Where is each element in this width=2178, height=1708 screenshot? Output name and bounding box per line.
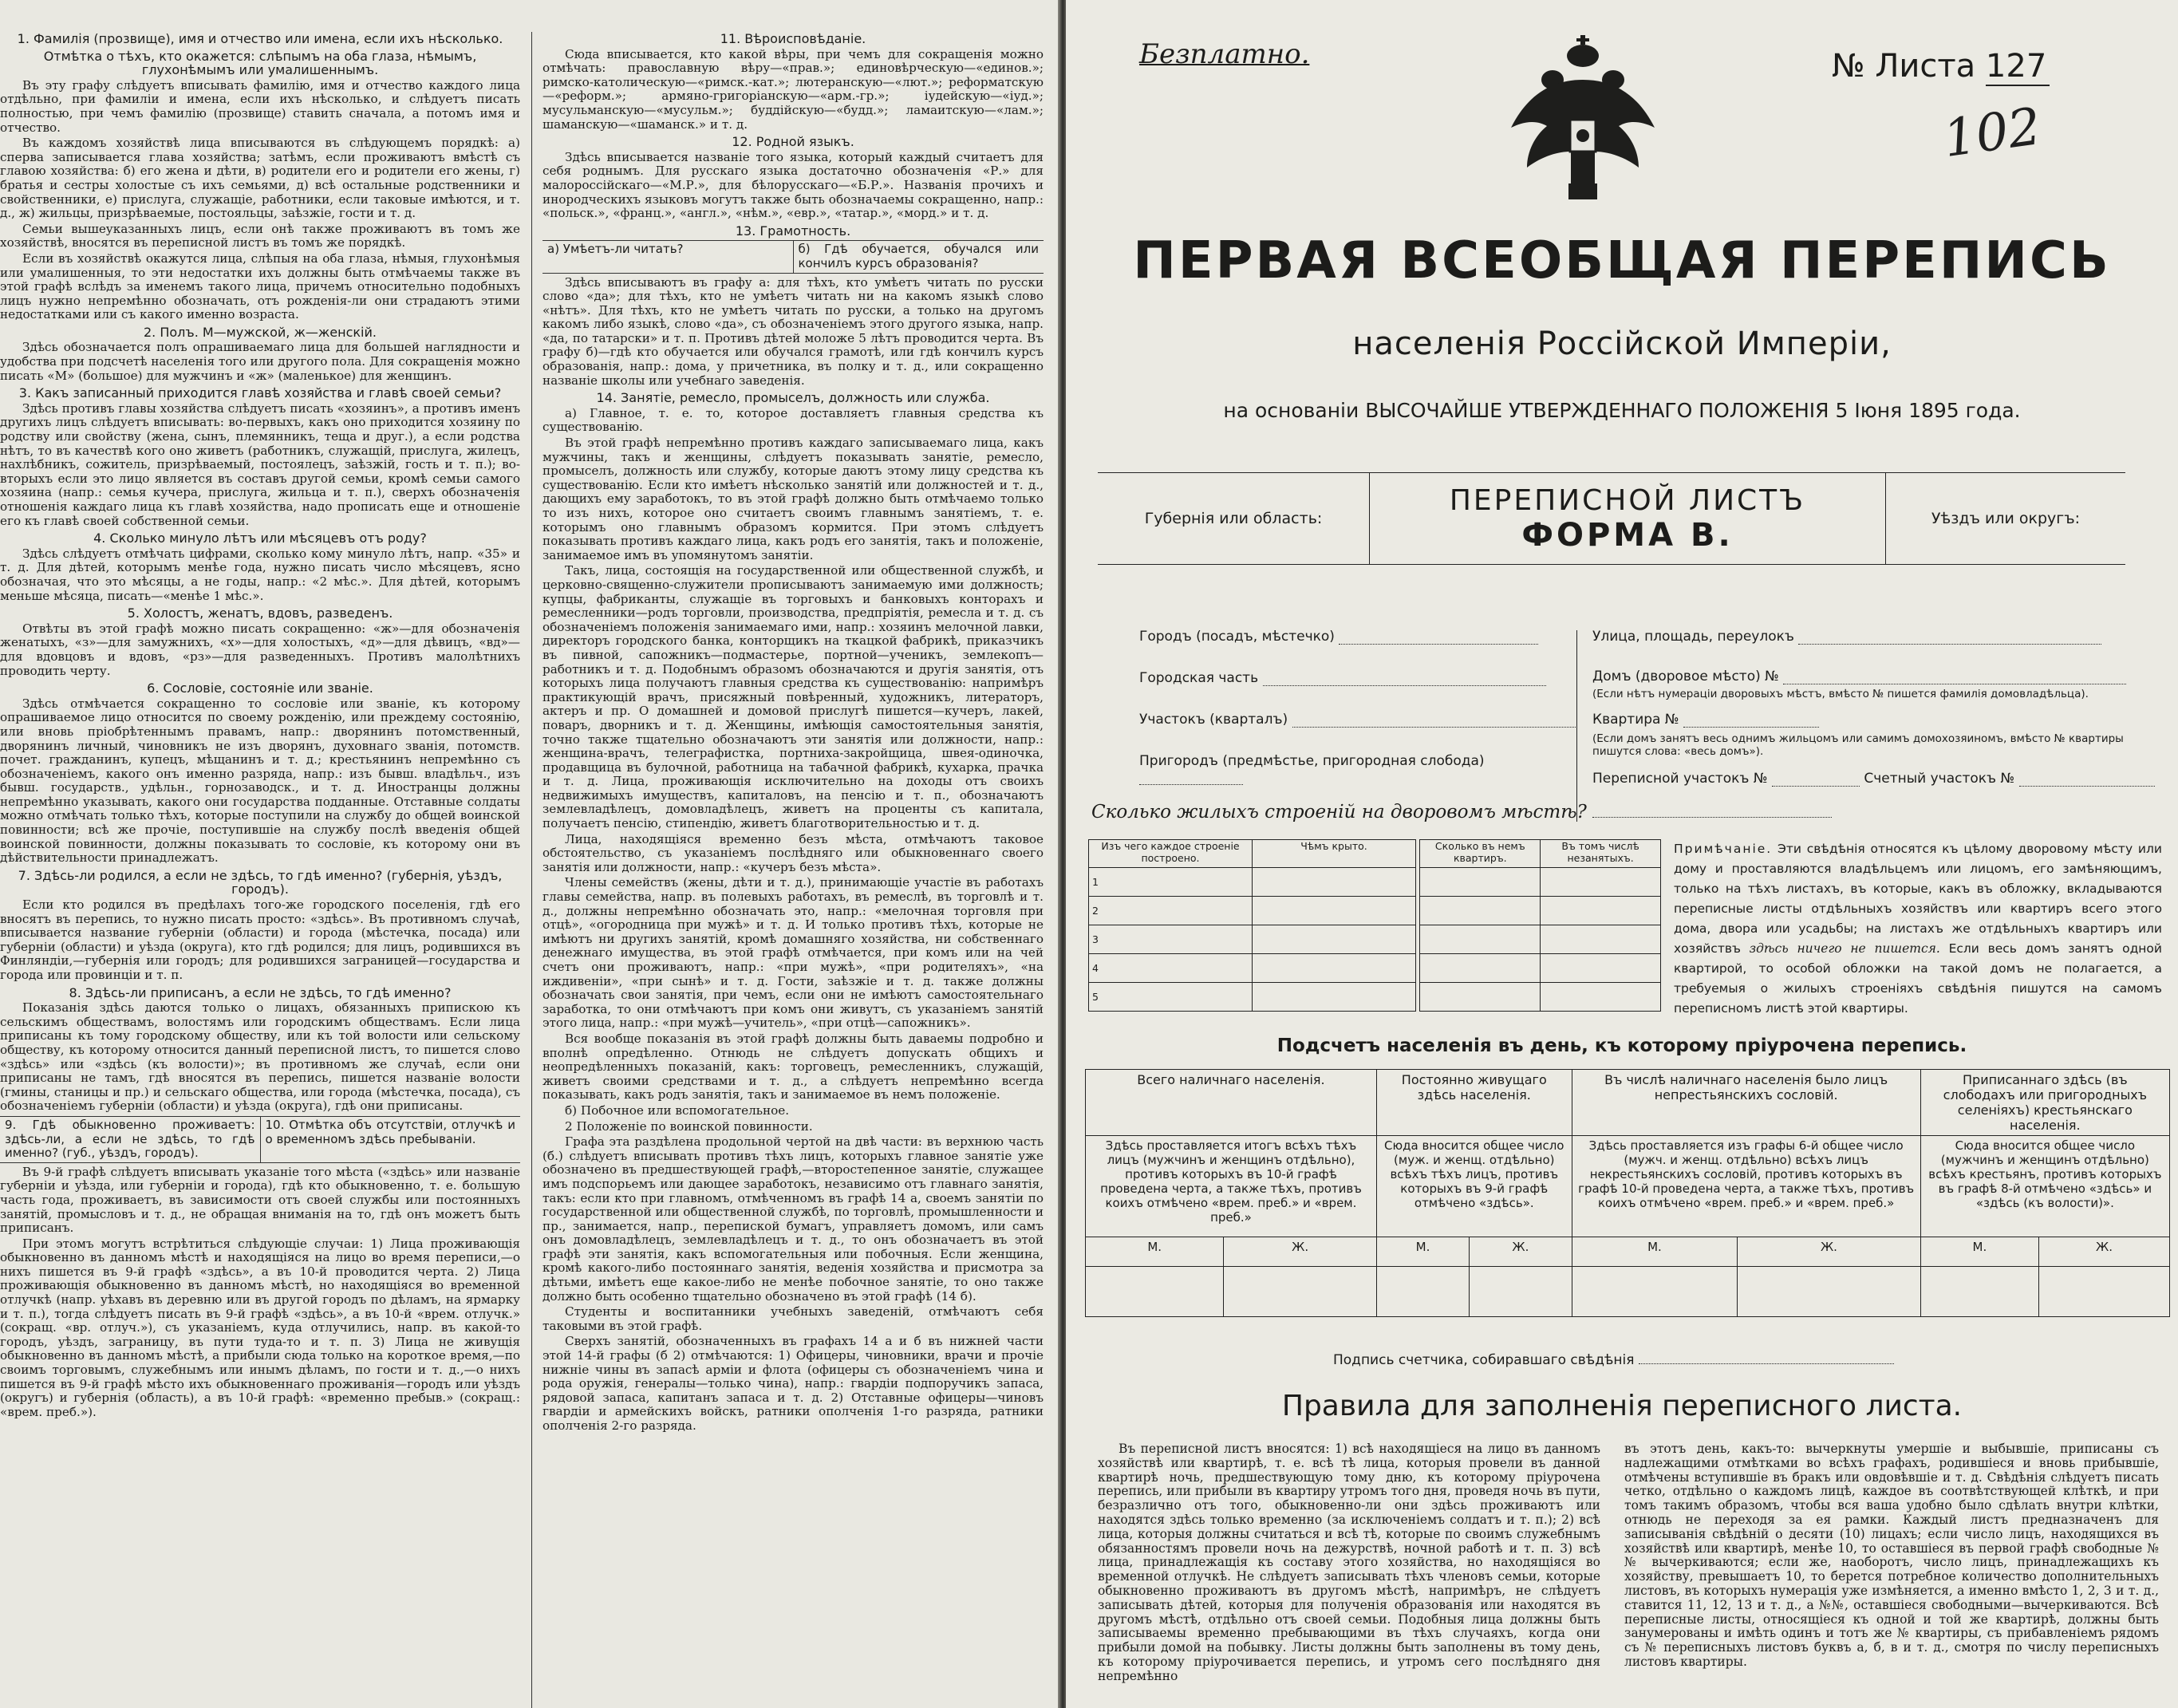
buildings-cell[interactable]: [1420, 897, 1541, 925]
legal-basis: на основаніи ВЫСОЧАЙШЕ УТВЕРЖДЕННАГО ПОЛОЖЕНІЯ 5 Іюня 1895 года.: [1223, 399, 2021, 422]
paragraph: Здѣсь противъ главы хозяйства слѣдуетъ писать «хозяинъ», а противъ именъ другихъ лицъ слѣдуетъ вписывать: во-первыхъ, какъ оно приходится хозяину по родству или свойству (жена, сынъ, племянникъ, теща и друг.), а если родства нѣтъ, то въ качествѣ кого оно живетъ (работникъ, служащій, прислуга, жилецъ, нахлѣбникъ, сожитель, призрѣваемый, постоялецъ, заѣзжій, гость и т. п.); во-вторыхъ если это лицо является въ составъ другой семьи, кромѣ семьи самого хозяина (напр.: семья кучера, прислуга, жильца и т. п.), сверхъ обозначенія отношенія каждаго лица къ главѣ хозяйства, надо прописать еще и отношеніе его къ главѣ своей собственной семьи.: [0, 400, 520, 528]
paragraph: Такъ, лица, состоящія на государственной или общественной службѣ, и церковно-священно-служители прописываютъ занимаемую ими должность; купцы, фабриканты, служащіе въ торговыхъ и банковыхъ конторахъ и ремесленники—родъ торговли, производства, предпріятія, ремесла и т. д. съ обозначеніемъ положенія занимаемаго ими, напр.: хозяинъ мелочной лавки, директоръ городского банка, конторщикъ на ткацкой фабрикѣ, приказчикъ въ пивной, сапожникъ—подмастерье, портной—ученикъ, землекопъ—работникъ и т. д. Подобнымъ образомъ обозначаются и другія занятія, отъ которыхъ лица получаютъ главныя средства къ существованію: напримѣръ практикующій врачъ, присяжный повѣренный, художникъ, литераторъ, актеръ и пр. О домашней и домовой прислугѣ пишется—кучеръ, лакей, поваръ, дворникъ и т. д. Женщины, имѣющія самостоятельныя занятія, точно также тщательно обозначаютъ эти занятія или должности, напр.: женщина-врачъ, телеграфистка, портниха-закройщица, швея-одиночка, продавщица въ булочной, работница на табачной фабрикѣ, кухарка, прачка и т. д. Лица, проживающія исключительно на доходы отъ своихъ недвижимыхъ имуществъ, капиталовъ, на пенсію и т. п., обозначаютъ землевладѣлецъ, домовладѣлецъ, живетъ на проценты съ капитала, получаетъ пенсію, стипендію, живетъ благотворительностью и т. д.: [543, 563, 1044, 831]
document-title: ПЕРВАЯ ВСЕОБЩАЯ ПЕРЕПИСЬ: [1133, 231, 2111, 290]
buildings-row-number: 2: [1089, 897, 1253, 925]
form-letter: ФОРМА В.: [1521, 516, 1734, 554]
left-column-a: [0, 29, 520, 1708]
section-header-part: а) Умѣетъ-ли читать?: [547, 242, 684, 257]
buildings-cell[interactable]: [1541, 925, 1661, 954]
city-field: Городъ (посадъ, мѣстечко): [1139, 629, 1538, 645]
buildings-row-number: 5: [1089, 983, 1253, 1012]
form-header-box: [1098, 472, 2125, 565]
paragraph: Здѣсь вписываютъ въ графу а: для тѣхъ, кто умѣетъ читать по русски слово «да»; для тѣхъ, кто не умѣетъ читать ни на какомъ языкѣ слово «нѣтъ». Для тѣхъ, кто не умѣетъ читать по русски, а только на другомъ какомъ либо языкѣ, слово «да», съ обозначеніемъ этого другого языка, напр. «да, по татарски» и т. п. Противъ дѣтей моложе 5 лѣтъ проводится черта. Въ графу б)—гдѣ кто обучается или обучался грамотѣ, или гдѣ кончилъ курсъ образованія, напр.: дома, у причетника, въ полку и т. д., или сокращенно названіе школы или учебнаго заведенія.: [543, 274, 1044, 388]
section-heading: 4. Сколько минуло лѣтъ или мѣсяцевъ отъ роду?: [93, 531, 427, 546]
count-entry-cell[interactable]: [1470, 1267, 1572, 1317]
female-label: Ж.: [1224, 1237, 1377, 1267]
paragraph: а) Главное, т. е. то, которое доставляетъ главныя средства къ существованію.: [543, 405, 1044, 435]
paragraph: Лица, находящіяся временно безъ мѣста, отмѣчаютъ таковое обстоятельство, съ указаніемъ послѣдняго или обыкновеннаго своего занятія или должности, напр.: «кучеръ безъ мѣста».: [543, 831, 1044, 874]
paragraph: Въ каждомъ хозяйствѣ лица вписываются въ слѣдующемъ порядкѣ: а) сперва записывается глава хозяйства; затѣмъ, если проживаютъ вмѣстѣ съ главою хозяйства: б) его жена и дѣти, в) родители его и родители его жены, г) братья и сестры холостые съ ихъ семьями, д) всѣ остальные родственники и свойственники, е) прислуга, служащіе, работники, если таковые имѣются, и т. д., ж) жильцы, призрѣваемые, постояльцы, заѣзжіе, гости и т. д.: [0, 136, 520, 221]
paragraph: Если кто родился въ предѣлахъ того-же городского поселенія, гдѣ его вносятъ въ перепись, то нужно писать просто: «здѣсь». Въ противномъ случаѣ, вписывается название губерніи (области) и города (мѣстечка, посада) или губерніи (области) и уѣзда (округа), кто гдѣ родился; для лицъ, родившихся въ Финляндіи,—губернія или городъ; для родившихся заграницей—государства и города или провинціи и т. п.: [0, 897, 520, 982]
handwritten-number: 102: [1939, 97, 2045, 170]
section-heading: 14. Занятіе, ремесло, промыселъ, должность или служба.: [596, 390, 990, 406]
apartment-note: (Если домъ занятъ весь однимъ жильцомъ или самимъ домохозяиномъ, вмѣсто № квартиры пишутся слова: «весь домъ»).: [1592, 732, 2124, 758]
buildings-question: Сколько жилыхъ строеній на дворовомъ мѣстѣ?: [1091, 802, 1832, 822]
section-heading: 8. Здѣсь-ли приписанъ, а если не здѣсь, то гдѣ именно?: [69, 984, 452, 1000]
female-label: Ж.: [2039, 1237, 2170, 1267]
free-label: Безплатно.: [1139, 38, 1310, 70]
section-heading: 13. Грамотность.: [735, 223, 851, 239]
buildings-cell[interactable]: [1253, 868, 1416, 897]
buildings-row: [1089, 868, 1661, 897]
count-column-instruction: Сюда вносится общее число (муж. и женщ. отдѣльно) всѣхъ тѣхъ лицъ, противъ которыхъ въ 9-й графѣ отмѣчено «здѣсь».: [1376, 1136, 1572, 1237]
column-divider: [531, 32, 532, 1708]
count-column-header: Приписаннаго здѣсь (въ слободахъ или пригородныхъ селеніяхъ) крестьянскаго населенія.: [1920, 1070, 2169, 1136]
section-heading: 2. Полъ. М—мужской, ж—женскій.: [144, 324, 377, 340]
section-heading: 12. Родной языкъ.: [732, 134, 854, 150]
counter-signature: Подпись счетчика, собиравшаго свѣдѣнія: [1333, 1352, 1894, 1368]
buildings-col-vacant: Въ томъ числѣ незанятыхъ.: [1541, 840, 1661, 868]
buildings-row: [1089, 983, 1661, 1012]
street-field: Улица, площадь, переулокъ: [1592, 629, 2101, 645]
buildings-row: [1089, 954, 1661, 983]
buildings-cell[interactable]: [1541, 897, 1661, 925]
count-column-header: Въ числѣ наличнаго населенія было лицъ непрестьянскихъ сословій.: [1572, 1070, 1920, 1136]
buildings-row: [1089, 925, 1661, 954]
left-column-b: [543, 29, 1044, 1708]
address-divider: [1576, 630, 1577, 822]
section-heading: 7. Здѣсь-ли родился, а если не здѣсь, то гдѣ именно? (губернія, уѣздъ, городъ).: [18, 867, 503, 897]
buildings-col-roof: Чѣмъ крыто.: [1253, 840, 1416, 868]
paragraph: Въ эту графу слѣдуетъ вписывать фамилію, имя и отчество каждого лица отдѣльно, при фамиліи и имена, если ихъ нѣсколько, и слѣдуетъ писать полностью, при чемъ фамилію (прозвище) ставить сначала, а потомъ имя и отчество.: [0, 77, 520, 135]
buildings-cell[interactable]: [1253, 925, 1416, 954]
paragraph: Здѣсь вписывается названіе того языка, который каждый считаетъ для себя роднымъ. Для русскаго языка достаточно обозначенія «Р.» для малороссійскаго—«М.Р.», для бѣлорусскаго—«Б.Р.». Названія прочихъ и инородческихъ языковъ могутъ также быть обозначаемы сокращенно, напр.: «польск.», «франц.», «англ.», «нѣм.», «евр.», «татар.», «морд.» и т. д.: [543, 149, 1044, 221]
buildings-row-number: 4: [1089, 954, 1253, 983]
paragraph: 2 Положеніе по воинской повинности.: [565, 1118, 813, 1134]
count-column-header: Всего наличнаго населенія.: [1086, 1070, 1377, 1136]
buildings-cell[interactable]: [1420, 983, 1541, 1012]
section-header-part: 10. Отмѣтка объ отсутствіи, отлучкѣ и о временномъ здѣсь пребываніи.: [260, 1117, 521, 1162]
buildings-cell[interactable]: [1420, 954, 1541, 983]
paragraph: Здѣсь обозначается полъ опрашиваемаго лица для большей наглядности и удобства при подсчетѣ населенія того или другого пола. Для сокращенія можно писать «М» (большое) для мужчинъ и «ж» (маленькое) для женщинъ.: [0, 340, 520, 383]
buildings-cell[interactable]: [1253, 983, 1416, 1012]
section-heading: 5. Холостъ, женатъ, вдовъ, разведенъ.: [127, 605, 393, 621]
male-label: М.: [1572, 1237, 1738, 1267]
paragraph: Вся вообще показанія въ этой графѣ должны быть даваемы подробно и вполнѣ опредѣленно. Отнюдь не слѣдуетъ допускать общихъ и неопредѣленныхъ показаній, какъ: торговецъ, ремесленникъ, служащій, живетъ своими средствами и т. д., а слѣдуетъ непремѣнно всегда показывать, какъ родъ занятія, такъ и занимаемое въ немъ положеніе.: [543, 1031, 1044, 1103]
section-heading: 1. Фамилія (прозвище), имя и отчество или имена, если ихъ нѣсколько.: [17, 31, 503, 46]
rules-column-a: Въ переписной листъ вносятся: 1) всѣ находящіеся на лицо въ данномъ хозяйствѣ или квартирѣ, т. е. всѣ тѣ лица, которыя провели въ данной квартирѣ ночь, предшествующую тому дню, къ которому пріурочена перепись, или прибыли въ квартиру утромъ того дня, проведя ночь въ пути, безразлично отъ того, обыкновенно-ли они здѣсь проживаютъ или находятся здѣсь только временно (за исключеніемъ солдатъ и т. п.); 2) всѣ лица, которыя должны считаться и всѣ тѣ, которые по своимъ служебнымъ обязанностямъ провели ночь на дежурствѣ, ночной работѣ и т. п. 3) всѣ лица, принадлежащія къ составу этого хозяйства, но находящіяся во временной отлучкѣ. Не слѣдуетъ записывать тѣхъ членовъ семьи, которые обыкновенно проживаютъ въ другомъ мѣстѣ, напримѣръ, не слѣдуетъ записывать дѣтей, которыя для полученія образованія или находятся въ другомъ мѣстѣ, отдѣльно отъ своей семьи. Подобныя лица должны быть записываемы временно пребывающими въ тѣхъ случаяхъ, когда они прибыли домой на побывку. Листы должны быть заполнены въ тому день, къ которому пріурочивается перепись, и утромъ сего послѣдняго дня непремѣнно: [1098, 1442, 1600, 1683]
paragraph: Отвѣты въ этой графѣ можно писать сокращенно: «ж»—для обозначенія женатыхъ, «з»—для замужнихъ, «х»—для холостыхъ, «д»—для дѣвицъ, «вд»—для вдовцовъ и вдовъ, «рз»—для разведенныхъ. Противъ малолѣтнихъ проводить черту.: [0, 621, 520, 678]
suburb-field: Пригородъ (предмѣстье, пригородная слобода): [1139, 753, 1554, 785]
male-label: М.: [1920, 1237, 2038, 1267]
buildings-col-apartments: Сколько въ немъ квартиръ.: [1420, 840, 1541, 868]
paragraph: Въ этой графѣ непремѣнно противъ каждаго записываемаго лица, какъ мужчины, такъ и женщины, слѣдуетъ показывать занятіе, ремесло, промыселъ, должность или службу, которые даютъ этому лицу средства къ существованію. Если кто имѣетъ нѣсколько занятій или должностей и т. д., дающихъ ему заработокъ, то въ этой графѣ должно быть отмѣчаемо только то изъ нихъ, которое оно считаетъ своимъ главнымъ занятіемъ, т. е. которымъ оно главнымъ образомъ кормится. При этомъ слѣдуетъ показывать противъ каждаго лица, какъ родъ его занятія, такъ и положеніе, занимаемое имъ въ упомянутомъ занятіи.: [543, 436, 1044, 562]
house-note: (Если нѣтъ нумераціи дворовыхъ мѣстъ, вмѣсто № пишется фамилія домовладѣльца).: [1592, 688, 2089, 700]
paragraph: Графа эта раздѣлена продольной чертой на двѣ части: въ верхнюю часть (б.) слѣдуетъ вписывать противъ тѣхъ лицъ, которыхъ главное занятіе уже обозначено въ предшествующей графѣ,—второстепенное занятіе, служащее имъ подспорьемъ или дающее заработокъ, независимо отъ главнаго занятія, такъ: если кто при главномъ, отмѣченномъ въ графѣ 14 а, своемъ занятіи по государственной или общественной службѣ, по торговлѣ, промышленности и пр., занимается, напр., перепиской бумагъ, управляетъ домомъ, или самъ онъ домовладѣлецъ, землевладѣлецъ и т. д., то онъ обозначаетъ въ этой графѣ эти занятія, какъ вспомогательныя или побочныя. Если женщина, кромѣ какого-либо постояннаго занятія, веденія хозяйства и присмотра за дѣтьми, имѣетъ еще какое-либо не менѣе побочное занятіе, то оно также должно быть особенно тщательно обозначено въ этой графѣ (14 б).: [543, 1134, 1044, 1304]
buildings-col-material: Изъ чего каждое строеніе построено.: [1089, 840, 1253, 868]
paragraph: Здѣсь слѣдуетъ отмѣчать цифрами, сколько кому минуло лѣтъ, напр. «35» и т. д. Для дѣтей, которымъ менѣе года, нужно писать число мѣсяцевъ, ясно обозначая, что это мѣсяцы, а не годы, напр.: «2 мѣс.». Для дѣтей, которымъ меньше мѣсяца, писать—«менѣе 1 мѣс.».: [0, 546, 520, 603]
precinct-field: Участокъ (кварталъ): [1139, 712, 1576, 728]
population-count-title: Подсчетъ населенія въ день, къ которому пріурочена перепись.: [1276, 1035, 1967, 1056]
form-type: [1369, 473, 1886, 564]
buildings-table: [1088, 839, 1661, 1012]
house-field: Домъ (дворовое мѣсто) №: [1592, 669, 2126, 684]
paragraph: Сверхъ занятій, обозначенныхъ въ графахъ 14 а и б въ нижней части этой 14-й графы (б 2) отмѣчаются: 1) Офицеры, чиновники, врачи и прочіе нижніе чины въ запасѣ арміи и флота (офицеры съ обозначеніемъ чина и рода оружія, генералы—только чина), напр.: гвардіи подпоручикъ запаса, рядовой запаса, капитанъ запаса и т. д. 2) Отставные офицеры—чиновъ гвардіи и армейскихъ войскъ, ратники ополченія 1-го разряда, ратники ополченія 2-го разряда.: [543, 1334, 1044, 1433]
paragraph: Семьи вышеуказанныхъ лицъ, если онѣ также проживаютъ въ томъ же хозяйствѣ, вносятся въ переписной листъ въ томъ же порядкѣ.: [0, 221, 520, 250]
section-header-split: [543, 240, 1044, 273]
buildings-cell[interactable]: [1253, 954, 1416, 983]
count-entry-cell[interactable]: [1376, 1267, 1469, 1317]
paragraph: Сюда вписывается, кто какой вѣры, при чемъ для сокращенія можно отмѣчать: православную вѣру—«прав.»; единовѣрческую—«единов.»; римско-католическую—«римск.-кат.»; лютеранскую—«лют.»; реформатскую—«реформ.»; армяно-григоріанскую—«арм.-гр.»; іудейскую—«іуд.»; мусульманскую—«мусульм.»; буддійскую—«будд.»; ламаитскую—«лам.»; шаманскую—«шаманск.» и т. д.: [543, 46, 1044, 132]
male-label: М.: [1376, 1237, 1469, 1267]
sheet-number: № Листа 127: [1832, 48, 2050, 86]
count-entry-cell[interactable]: [1738, 1267, 1920, 1317]
section-header-part: 9. Гдѣ обыкновенно проживаетъ: здѣсь-ли, а если не здѣсь, то гдѣ именно? (губ., уѣздъ, городъ).: [5, 1117, 255, 1161]
census-area-field: Переписной участокъ № Счетный участокъ №: [1592, 771, 2155, 787]
paragraph: При этомъ могутъ встрѣтиться слѣдующіе случаи: 1) Лица проживающія обыкновенно въ данномъ мѣстѣ и находящіяся на лицо во время переписи,—о нихъ пишется въ 9-й графѣ «здѣсь», а въ 10-й проводится черта. 2) Лица проживающія обыкновенно въ данномъ мѣстѣ, но находящіяся во временной отлучкѣ (напр. уѣхавъ въ деревню или въ другой городъ по дѣламъ, на ярмарку и т. п.), тогда слѣдуетъ писать въ 9-й графѣ «здѣсь», а въ 10-й «врем. отлучк.» (сокращ. «вр. отлуч.»), съ указаніемъ, куда отлучились, напр. въ какой-то городъ, уѣздъ, заграницу, въ пути туда-то и т. п. 3) Лица не живущія обыкновенно въ данномъ мѣстѣ, а прибыли сюда только на короткое время,—по своимъ торговымъ, служебнымъ или инымъ дѣламъ, по гости и т. д.,—о нихъ пишется въ 9-й графѣ мѣсто ихъ обыкновеннаго проживанія—городъ или уѣздъ (округъ) и губернія (область), а въ 10-й графѣ: «временно пребыв.» (сокращ.: «врем. преб.»).: [0, 1236, 520, 1419]
female-label: Ж.: [1738, 1237, 1920, 1267]
buildings-cell[interactable]: [1541, 983, 1661, 1012]
section-header-part: б) Гдѣ обучается, обучался или кончилъ курсъ образованія?: [793, 241, 1044, 272]
count-entry-cell[interactable]: [1920, 1267, 2038, 1317]
buildings-cell[interactable]: [1420, 925, 1541, 954]
document-subtitle: населенія Россійской Имперіи,: [1352, 325, 1892, 362]
count-column-instruction: Сюда вносится общее число (мужчинъ и женщинъ отдѣльно) всѣхъ крестьянъ, противъ которыхъ въ графѣ 8-й отмѣчено «здѣсь» и «здѣсь (къ волости)».: [1920, 1136, 2169, 1237]
left-page: [0, 0, 1059, 1708]
buildings-note: Примѣчаніе. Эти свѣдѣнія относятся къ цѣлому дворовому мѣсту или дому и проставляются владѣльцемъ или лицомъ, его замѣняющимъ, только на тѣхъ листахъ, въ которые, какъ въ обложку, вкладываются переписные листы отдѣльныхъ хозяйствъ или квартиръ всего этого дома, двора или усадьбы; на листахъ же отдѣльныхъ квартиръ или хозяйствъ здѣсь ничего не пишется. Если весь домъ занятъ одной квартирой, то особой обложки на такой домъ не полагается, а требуемыя о жилыхъ строеніяхъ свѣдѣнія пишутся на самомъ переписномъ листѣ этой квартиры.: [1674, 842, 2162, 1016]
count-column-instruction: Здѣсь проставляется изъ графы 6-й общее число (мужч. и женщ. отдѣльно) всѣхъ лицъ некрестьянскихъ сословій, противъ которыхъ въ графѣ 10-й проведена черта, а также тѣхъ, противъ коихъ отмѣчено «врем. преб.» и «врем. преб.»: [1572, 1136, 1920, 1237]
buildings-row-number: 3: [1089, 925, 1253, 954]
rules-column-b: въ этотъ день, какъ-то: вычеркнуты умершіе и выбывшіе, приписаны съ надлежащими отмѣтками во всѣхъ графахъ, родившіеся и вновь прибывшіе, отмѣчены вступившіе въ бракъ или овдовѣвшіе и т. д. Свѣдѣнія слѣдуетъ писать четко, отдѣльно о каждомъ лицѣ, каждое въ соотвѣтствующей клѣткѣ, и при томъ такимъ образомъ, чтобы вся ваша удобно было сдѣлать внутри клѣтки, отнюдь не переходя за ея рамки. Каждый листъ предназначенъ для записыванія свѣдѣній о десяти (10) лицахъ; если число лицъ, находящихся въ хозяйствѣ или квартирѣ, менѣе 10, то оставшіеся въ первой графѣ свободные №№ вычеркиваются; если же, наоборотъ, число лицъ, принадлежащихъ къ хозяйству, превышаетъ 10, то берется потребное количество дополнительныхъ листовъ, въ которыхъ нумерація уже измѣняется, а именно вмѣсто 1, 2, 3 и т. д., ставится 11, 12, 13 и т. д., а №№, оставшіеся свободными—вычеркиваются. Всѣ переписные листы, относящіеся къ одной и той же квартирѣ, должны быть занумерованы и имѣть одинъ и тотъ же № квартиры, съ прибавленіемъ рядомъ съ № переписныхъ листовъ буквъ а, б, в и т. д., смотря по числу переписныхъ листовъ квартиры.: [1624, 1442, 2159, 1669]
right-page: [1066, 0, 2178, 1708]
paragraph: Члены семействъ (жены, дѣти и т. д.), принимающіе участіе въ работахъ главы семейства, напр. въ полевыхъ работахъ, въ ремеслѣ, въ торговлѣ и т. д., должны непремѣнно обозначать это, напр.: «мелочная торговля при отцѣ», «огородница при мужѣ» и т. д. И только противъ тѣхъ, которые не имѣютъ ни другихъ занятій, кромѣ домашняго хозяйства, ни собственнаго денежнаго имущества, въ этой графѣ отмѣчается, при комъ или на чей счетъ они проживаютъ, напр.: «при мужѣ», «при родителяхъ», «на иждивеніи», «при сынѣ» и т. д. Гости, заѣзжіе и т. д. также должны обозначать свои занятія, при чемъ, если они не имѣютъ самостоятельнаго заработка, то они отмѣчаютъ при комъ они живутъ, съ указаніемъ занятій этого лица, напр.: «при мужѣ—учитель», «при отцѣ—сапожникъ».: [543, 875, 1044, 1031]
paragraph: Показанія здѣсь даются только о лицахъ, обязанныхъ припискою къ сельскимъ обществамъ, волостямъ или городскимъ обществамъ. Если лица приписаны къ тому городскому обществу, или къ той волости или сельскому обществу, къ которому относится данный переписной листъ, то пишется слово «здѣсь» или «здѣсь (къ волости)»; въ противномъ же случаѣ, если они приписаны не тамъ, гдѣ вносятся въ перепись, пишется названіе волости (гмины, станицы и пр.) и сельскаго общества, или города (мѣстечка, посада), съ обозначеніемъ губерніи (области) и уѣзда (округа), гдѣ они приписаны.: [0, 1000, 520, 1114]
buildings-cell[interactable]: [1420, 868, 1541, 897]
count-column-header: Постоянно живущаго здѣсь населенія.: [1376, 1070, 1572, 1136]
section-heading: 6. Сословіе, состояніе или званіе.: [147, 680, 373, 696]
paragraph: Въ 9-й графѣ слѣдуетъ вписывать указаніе того мѣста («здѣсь» или названіе губерніи и уѣзда, или губерніи и города), гдѣ кто обыкновенно, т. е. большую часть года, проживаетъ, въ зависимости отъ своей службы или постоянныхъ занятій, промысловъ и т. д., не обращая вниманія на то, гдѣ онъ можетъ быть приписанъ.: [0, 1164, 520, 1236]
buildings-row: [1089, 897, 1661, 925]
province-field: Губернія или область:: [1144, 510, 1323, 527]
imperial-eagle-emblem: [1503, 32, 1663, 207]
count-column-instruction: Здѣсь проставляется итогъ всѣхъ тѣхъ лицъ (мужчинъ и женщинъ отдѣльно), противъ которыхъ въ 10-й графѣ проведена черта, а также тѣхъ, противъ коихъ отмѣчено «врем. преб.» и «врем. преб.»: [1086, 1136, 1377, 1237]
buildings-cell[interactable]: [1541, 954, 1661, 983]
count-entry-cell[interactable]: [1224, 1267, 1377, 1317]
buildings-cell[interactable]: [1253, 897, 1416, 925]
paragraph: б) Побочное или вспомогательное.: [565, 1103, 790, 1118]
rules-title: Правила для заполненія переписного листа.: [1281, 1390, 1963, 1422]
district-field: Уѣздъ или округъ:: [1931, 510, 2081, 527]
female-label: Ж.: [1470, 1237, 1572, 1267]
city-part-field: Городская часть: [1139, 670, 1546, 686]
apartment-field: Квартира №: [1592, 712, 1819, 728]
count-entry-cell[interactable]: [2039, 1267, 2170, 1317]
paragraph: Если въ хозяйствѣ окажутся лица, слѣпыя на оба глаза, нѣмыя, глухонѣмыя или умалишенныя, то эти недостатки ихъ должны быть отмѣчаемы также въ этой графѣ вслѣдъ за именемъ такого лица, причемъ относительно подобныхъ лицъ нужно непремѣнно обозначать, отъ рожденія-ли они страдаютъ этими недостатками или съ какого именно возраста.: [0, 250, 520, 322]
count-entry-cell[interactable]: [1086, 1267, 1224, 1317]
section-header-split: [0, 1116, 520, 1163]
buildings-row-number: 1: [1089, 868, 1253, 897]
population-count-table: [1085, 1069, 2170, 1317]
section-heading: Отмѣтка о тѣхъ, кто окажется: слѣпымъ на оба глаза, нѣмымъ, глухонѣмымъ или умалишеннымъ.: [43, 48, 477, 78]
form-title: ПЕРЕПИСНОЙ ЛИСТЪ: [1449, 483, 1806, 517]
count-entry-cell[interactable]: [1572, 1267, 1738, 1317]
section-heading: 11. Вѣроисповѣданіе.: [720, 31, 866, 46]
sheet-number-stamp: 127: [1986, 48, 2050, 86]
paragraph: Студенты и воспитанники учебныхъ заведеній, отмѣчаютъ себя таковыми въ этой графѣ.: [543, 1304, 1044, 1333]
male-label: М.: [1086, 1237, 1224, 1267]
buildings-cell[interactable]: [1541, 868, 1661, 897]
paragraph: Здѣсь отмѣчается сокращенно то сословіе или званіе, къ которому опрашиваемое лицо относится по своему рожденію, или преждему состоянію, или вновь пріобрѣтеннымъ правамъ, напр.: дворянинъ потомственный, дворянинъ личный, чиновникъ не изъ дворянъ, духовнаго званія, потомств. почет. гражданинъ, купецъ, мѣщанинъ и т. д.; крестьянинъ непремѣнно съ обозначеніемъ, какого онъ именно разряда, напр.: изъ бывш. владѣльч., изъ бывш. государств., удѣльн., горнозаводск., и т. д. Иностранцы должны непремѣнно указывать, какого они государства подданные. Отставные солдаты можно отмѣчать только тѣхъ, которые поступили на службу до общей воинской повинности; всѣ же прочіе, поступившіе на службу послѣ введенія общей воинской повинности, должны показывать то сословіе, къ которому они въ дѣйствительности принадлежатъ.: [0, 696, 520, 866]
section-heading: 3. Какъ записанный приходится главѣ хозяйства и главѣ своей семьи?: [18, 385, 502, 401]
